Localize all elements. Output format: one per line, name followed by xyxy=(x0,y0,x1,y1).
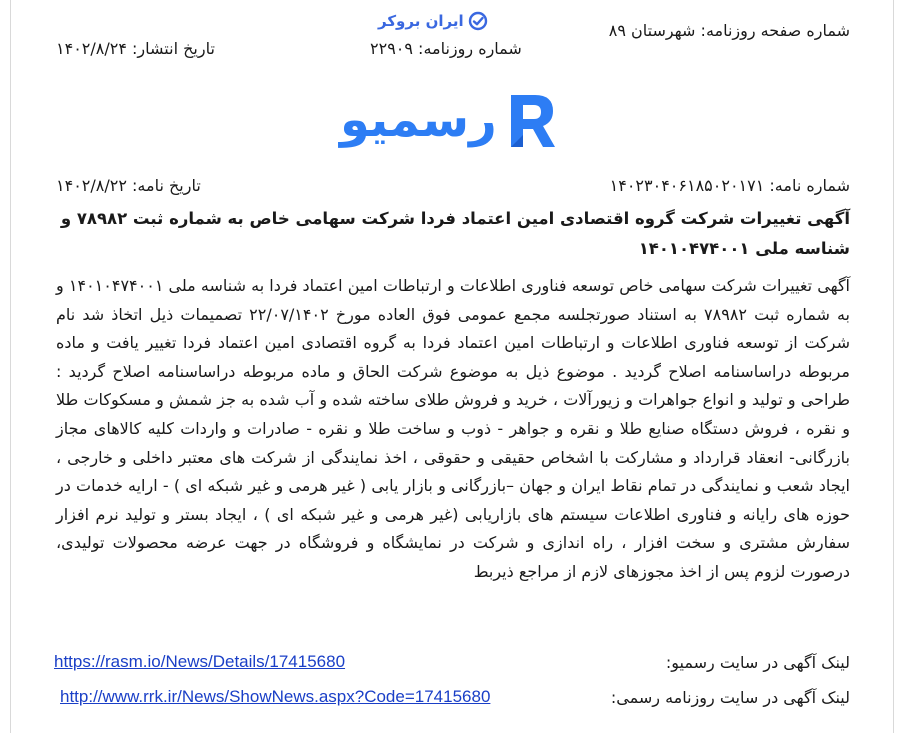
iranbroker-check-icon xyxy=(468,11,488,31)
official-newspaper-link-label: لینک آگهی در سایت روزنامه رسمی: xyxy=(610,687,850,707)
rasmio-logo-text: رسمیو xyxy=(340,92,497,148)
rasmio-link-row xyxy=(54,648,850,676)
page-right-border xyxy=(893,0,894,733)
announcement-title: آگهی تغییرات شرکت گروه اقتصادی امین اعتماد فردا شرکت سهامی خاص به شماره ثبت ۷۸۹۸۲ و شناسه ملی ۱۴۰۱۰۴۷۴۰۰۱ xyxy=(60,209,850,258)
page-left-border xyxy=(10,0,11,733)
official-newspaper-link[interactable]: http://www.rrk.ir/News/ShowNews.aspx?Code=17415680 xyxy=(60,687,491,706)
letter-number: شماره نامه: ۱۴۰۲۳۰۴۰۶۱۸۵۰۲۰۱۷۱ xyxy=(609,176,850,195)
newspaper-number: شماره روزنامه: ۲۲۹۰۹ xyxy=(370,39,522,58)
iranbroker-logo-text: ایران بروکر xyxy=(378,12,464,30)
letter-date: تاریخ نامه: ۱۴۰۲/۸/۲۲ xyxy=(56,176,201,195)
official-newspaper-link-row xyxy=(60,683,850,711)
rasmio-brand-mark-icon xyxy=(507,89,559,151)
announcement-body: آگهی تغییرات شرکت سهامی خاص توسعه فناوری اطلاعات و ارتباطات امین اعتماد فردا به شناسه ملی ۱۴۰۱۰۴۷۴۰۰۱ و به شماره ثبت ۷۸۹۸۲ به استناد صورتجلسه مجمع عمومی فوق العاده مورخ ۲۲/۰۷/۱۴۰۲ تصمیمات ذیل اتخاذ شد نام شرکت از توسعه فناوری اطلاعات و ارتباطات امین اعتماد فردا به گروه اقتصادی امین اعتماد فردا تغییر یافت و ماده مربوطه دراساسنامه اصلاح گردید . موضوع ذیل به موضوع شرکت الحاق و ماده مربوطه دراساسنامه اصلاح گردید : طراحی و تولید و انواع جواهرات و زیورآلات ، خرید و فروش طلای ساخته شده و آب شده به جز شمش و مسکوکات طلا و نقره ، فروش دستگاه صنایع طلا و نقره و جواهر - ذوب و ساخت طلا و نقره - صادرات و واردات کلیه کالاهای مجاز بازرگانی- انعقاد قرارداد و مشارکت با اشخاص حقیقی و حقوقی ، اخذ نمایندگی از شرکت های معتبر داخلی و خارجی ، ایجاد شعب و نمایندگی در تمام نقاط ایران و جهان –بازرگانی و بازار یابی ( غیر هرمی و غیر شبکه ای ) - ارایه خدمات در حوزه های رایانه و فناوری اطلاعات سیستم های بازاریابی (غیر هرمی و غیر شبکه ای ) ، ایجاد بستر و تولید نرم افزار سفارش مشتری و سخت افزار ، راه اندازی و شرکت در نمایشگاه و فروشگاه در جهت عرضه محصولات تولیدی، درصورت لزوم پس از اخذ مجوزهای لازم از مراجع ذیربط xyxy=(56,276,851,581)
newspaper-page-number: شماره صفحه روزنامه: شهرستان ۸۹ xyxy=(608,21,850,40)
rasmio-link[interactable]: https://rasm.io/News/Details/17415680 xyxy=(54,652,346,671)
rasmio-link-label: لینک آگهی در سایت رسمیو: xyxy=(665,652,850,672)
rasmio-logo xyxy=(340,88,570,152)
publish-date: تاریخ انتشار: ۱۴۰۲/۸/۲۴ xyxy=(56,39,215,58)
iranbroker-logo xyxy=(378,10,488,32)
